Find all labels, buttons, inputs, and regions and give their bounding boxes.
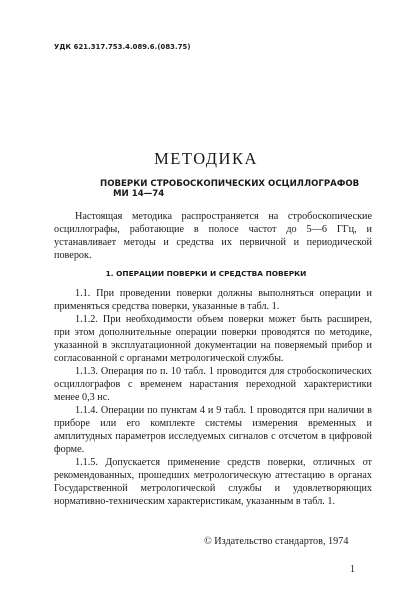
paragraph-1-1-5: 1.1.5. Допускается применение средств поверки, отличных от рекомендованных, прошедших метрологическую аттестацию в органах Государственной метрологической службы и удовлетворяющих нормативно-техническим характеристикам, указанным в табл. 1. <box>54 457 372 507</box>
section-body <box>54 287 372 508</box>
intro-paragraph: Настоящая методика распространяется на стробоскопические осциллографы, работающие в полосе частот до 5—6 ГГц, и устанавливает методы и средства их первичной и периодической поверок. <box>54 211 372 261</box>
document-title: МЕТОДИКА <box>154 149 258 168</box>
subtitle-line: ПОВЕРКИ СТРОБОСКОПИЧЕСКИХ ОСЦИЛЛОГРАФОВ <box>100 179 360 189</box>
page-number: 1 <box>350 564 355 575</box>
paragraph-1-1: 1.1. При проведении поверки должны выполняться операции и применяться средства поверки, указанные в табл. 1. <box>54 288 372 312</box>
document-subtitle <box>100 179 360 199</box>
standard-number: МИ 14—74 <box>113 189 165 199</box>
paragraph-1-1-2: 1.1.2. При необходимости объем поверки может быть расширен, при этом дополнительные операции поверки проводятся по методике, указанной в эксплуатационной документации на поверяемый прибор и согласованной с органами метрологической службы. <box>54 314 372 364</box>
paragraph-1-1-4: 1.1.4. Операции по пунктам 4 и 9 табл. 1 проводятся при наличии в приборе или его комплекте системы измерения временных и амплитудных параметров исследуемых сигналов с отсчетом в цифровой форме. <box>54 405 372 455</box>
intro-section <box>54 210 372 262</box>
udc-code: УДК 621.317.753.4.089.6.(083.75) <box>54 43 191 51</box>
section-heading: 1. ОПЕРАЦИИ ПОВЕРКИ И СРЕДСТВА ПОВЕРКИ <box>105 269 307 278</box>
paragraph-1-1-3: 1.1.3. Операция по п. 10 табл. 1 проводится для стробоскопических осциллографов с временем нарастания переходной характеристики менее 0,3 нс. <box>54 366 372 403</box>
publisher-copyright: © Издательство стандартов, 1974 <box>204 536 349 547</box>
